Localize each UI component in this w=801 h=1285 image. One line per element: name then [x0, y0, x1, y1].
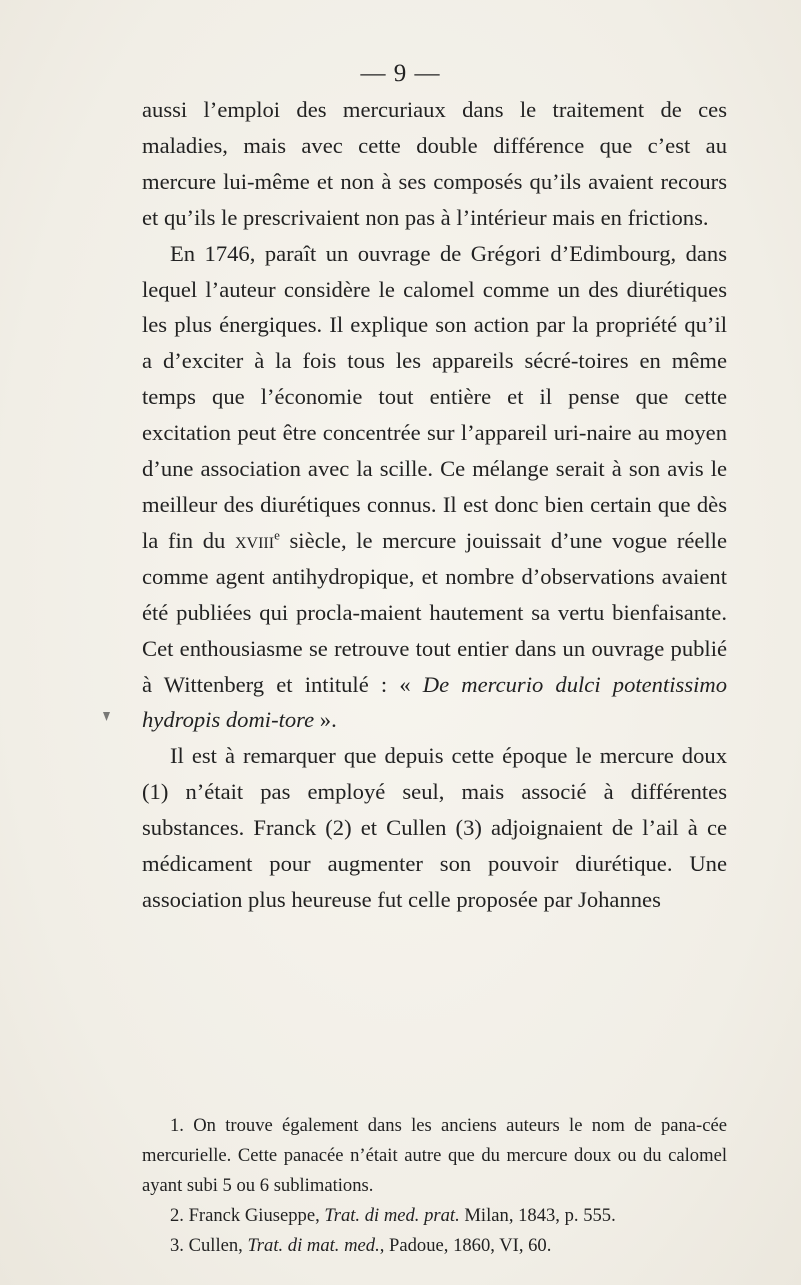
- footnote-2: [142, 1201, 727, 1231]
- footnote-3-details: , Padoue, 1860, VI, 60.: [379, 1235, 552, 1256]
- footnote-2-author: 2. Franck Giuseppe,: [170, 1205, 325, 1226]
- footnote-2-details: Milan, 1843, p. 555.: [459, 1205, 616, 1226]
- book-title: De mercurio dulci potentissimo hydropis domi-tore: [142, 671, 727, 733]
- footnote-3: [142, 1231, 727, 1261]
- footnote-3-author: 3. Cullen,: [170, 1235, 248, 1256]
- paragraph-2: [142, 236, 727, 739]
- century-numeral: xviii: [234, 527, 275, 553]
- paragraph-1: aussi l’emploi des mercuriaux dans le traitement de ces maladies, mais avec cette double différence que c’est au mercure lui-même et non à ses composés qu’ils avaient recours et qu’ils le prescrivaient non pas à l’intérieur mais en frictions.: [142, 97, 727, 230]
- footnotes: [142, 1111, 727, 1261]
- century-superscript: e: [274, 527, 280, 543]
- page-number: — 9 —: [360, 60, 441, 87]
- main-text: [142, 92, 727, 918]
- paragraph-3: Il est à remarquer que depuis cette époque le mercure doux (1) n’était pas employé seul, mais associé à différentes substances. Franck (2) et Cullen (3) adjoignaient de l’ail à ce médicament pour augmenter son pouvoir diurétique. Une association plus heureuse fut celle proposée par Johannes: [142, 743, 727, 912]
- paragraph-2-part-a: En 1746, paraît un ouvrage de Grégori d’Edimbourg, dans lequel l’auteur considère le calomel comme un des diurétiques les plus énergiques. Il explique son action par la propriété qu’il a d’exciter à la fois tous les appareils sécré-toires en même temps que l’économie tout entière et il pense que cette excitation peut être concentrée sur l’appareil uri-naire au moyen d’une association avec la scille. Ce mélange serait à son avis le meilleur des diurétiques connus. Il est donc bien certain que dès la fin du: [142, 240, 727, 553]
- footnote-3-title: Trat. di mat. med.: [247, 1235, 380, 1256]
- paragraph-2-part-c: ».: [314, 707, 337, 733]
- footnote-1: 1. On trouve également dans les anciens auteurs le nom de pana-cée mercurielle. Cette panacée n’était autre que du mercure doux ou du calomel ayant subi 5 ou 6 sublimations.: [142, 1115, 727, 1196]
- paragraph-2-part-b: siècle, le mercure jouissait d’une vogue réelle comme agent antihydropique, et nombre d’observations avaient été publiées qui procla-maient hautement sa vertu bienfaisante. Cet enthousiasme se retrouve tout entier dans un ouvrage publié à Wittenberg et intitulé : «: [142, 527, 727, 697]
- footnote-2-title: Trat. di med. prat.: [324, 1205, 460, 1226]
- margin-ink-speck: [103, 712, 110, 721]
